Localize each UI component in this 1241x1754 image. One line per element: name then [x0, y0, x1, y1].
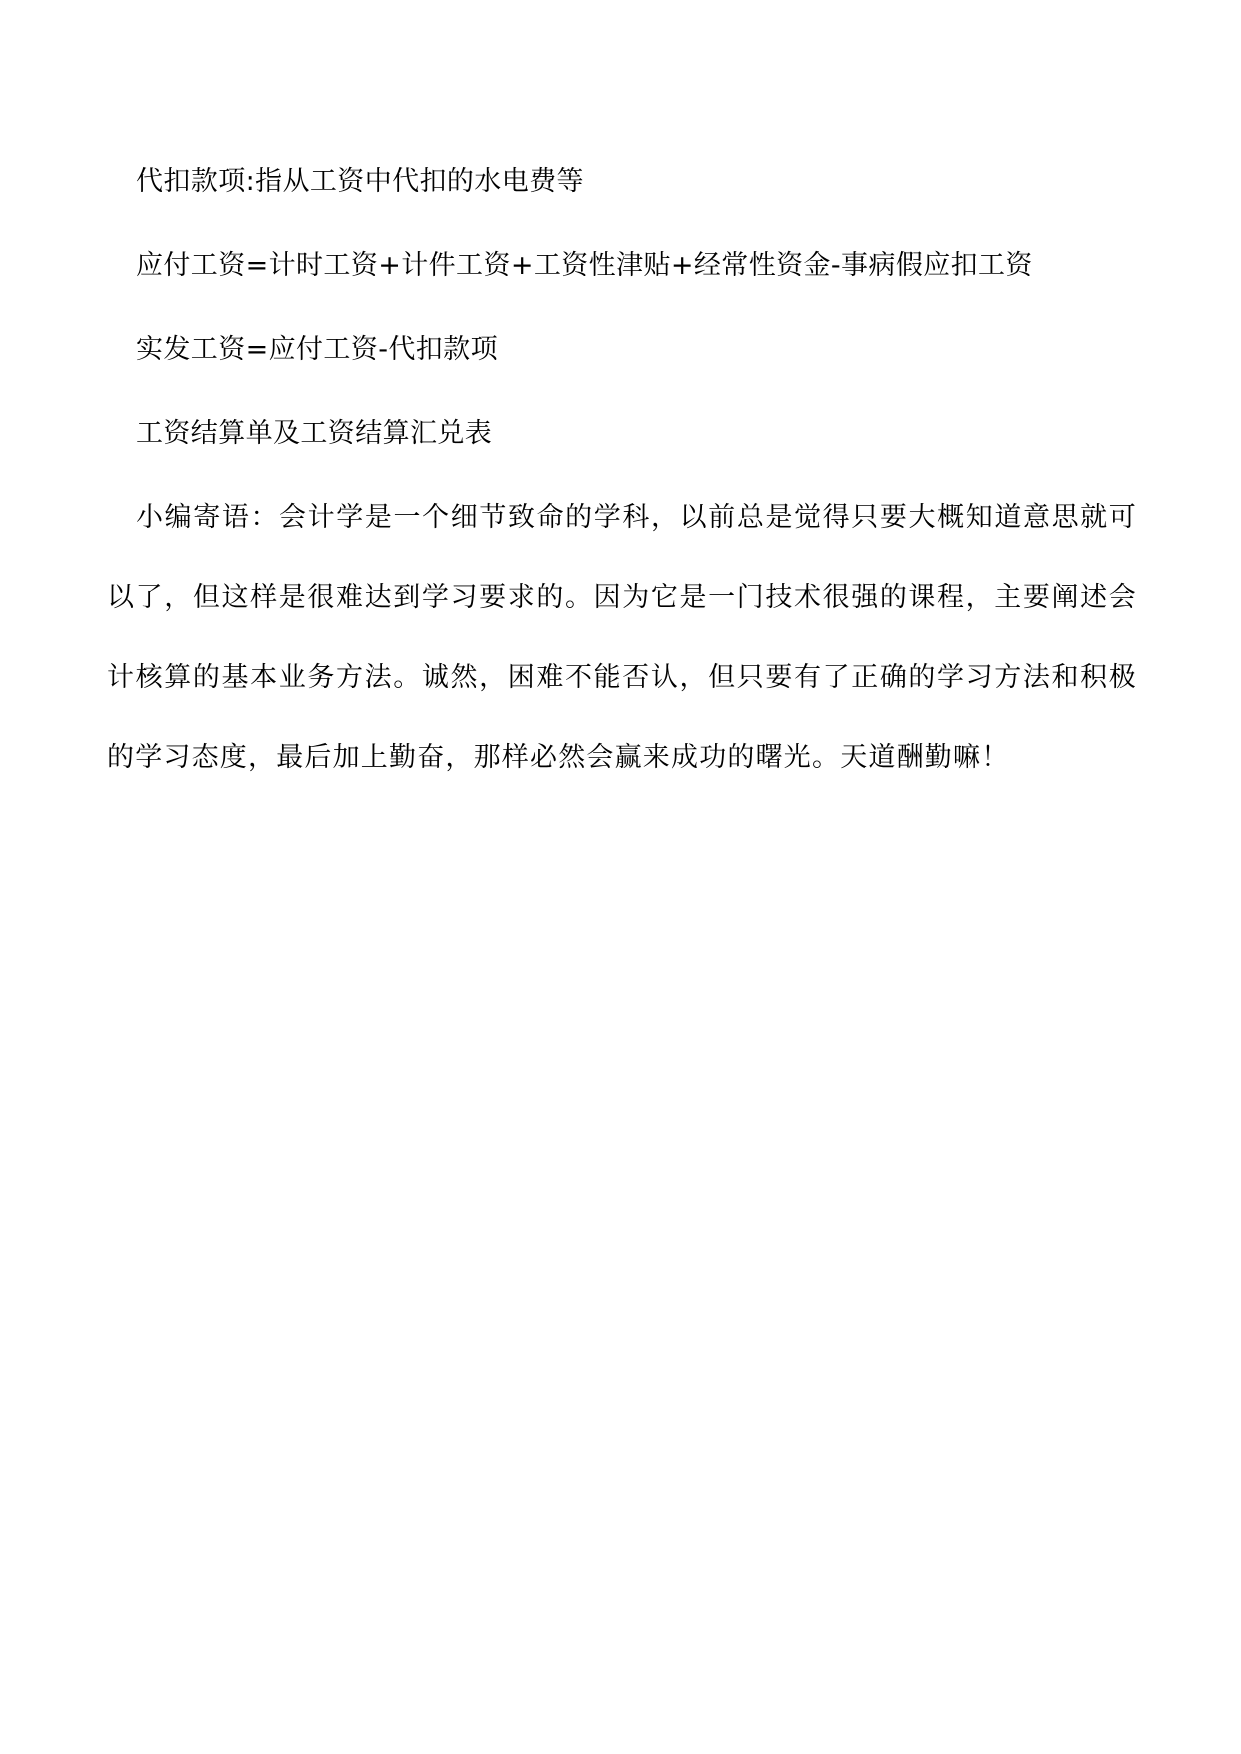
wage-settlement-heading-line: 工资结算单及工资结算汇兑表 [136, 418, 493, 449]
document-body [107, 162, 1137, 798]
deduction-definition-line: 代扣款项:指从工资中代扣的水电费等 [136, 166, 584, 197]
net-wage-formula-line: 实发工资=应付工资-代扣款项 [136, 334, 498, 365]
editor-note-paragraph: 小编寄语：会计学是一个细节致命的学科，以前总是觉得只要大概知道意思就可以了，但这样是很难达到学习要求的。因为它是一门技术很强的课程，主要阐述会计核算的基本业务方法。诚然，困难不能否认，但只要有了正确的学习方法和积极的学习态度，最后加上勤奋，那样必然会赢来成功的曙光。天道酬勤嘛！ [107, 502, 1137, 773]
payable-wage-formula-line: 应付工资=计时工资+计件工资+工资性津贴+经常性资金-事病假应扣工资 [136, 250, 1033, 281]
